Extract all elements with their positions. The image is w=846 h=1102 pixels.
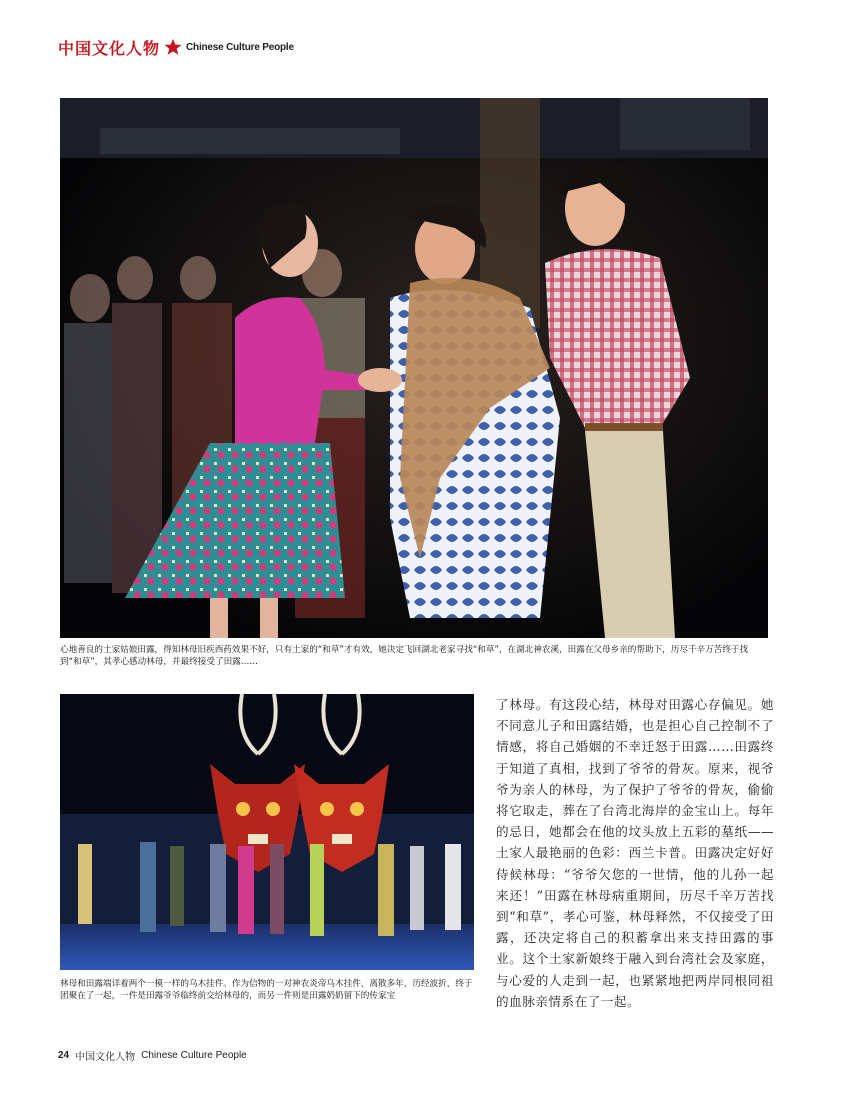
brand-title-en: Chinese Culture People [186, 41, 294, 53]
star-icon [164, 38, 182, 56]
page-header [58, 36, 294, 58]
page-footer [58, 1048, 247, 1062]
article-body [496, 694, 774, 1012]
brand-title-cn: 中国文化人物 [58, 38, 161, 58]
footer-pub-en: Chinese Culture People [141, 1049, 247, 1061]
footer-pub-cn: 中国文化人物 [75, 1051, 136, 1063]
stage-photo-bottom [60, 694, 474, 970]
page-number: 24 [58, 1049, 70, 1061]
photo-caption-bottom: 林母和田露端详着两个一模一样的乌木挂件。作为信物的一对神农炎帝乌木挂件，离散多年，历经波折，终于团聚在了一起，一件是田露爷爷临终前交给林母的，而另一件则是田露奶奶留下的传家宝 [60, 979, 473, 1001]
stage-photo-top [60, 98, 768, 638]
photo-caption-top: 心地善良的土家姑娘田露，得知林母旧疾西药效果不好，只有土家的“和草”才有效，她决定飞回湖北老家寻找“和草”，在湖北神农溪，田露在父母乡亲的帮助下，历尽千辛万苦终于找到“和草”，其孝心感动林母，并最终接受了田露…… [60, 645, 749, 667]
article-paragraph: 了林母。有这段心结，林母对田露心存偏见。她不同意儿子和田露结婚，也是担心自己控制不了情感，将自己婚姻的不幸迁怒于田露……田露终于知道了真相，找到了爷爷的骨灰。原来，视爷爷为亲人的林母，为了保护了爷爷的骨灰，偷偷将它取走，葬在了台湾北海岸的金宝山上。每年的忌日，她都会在他的坟头放上五彩的墓纸——土家人最艳丽的色彩：西兰卡普。田露决定好好侍候林母：“爷爷欠您的一世情，他的儿孙一起来还！”田露在林母病重期间，历尽千辛万苦找到“和草”，孝心可鉴，林母释然，不仅接受了田露，还决定将自己的积蓄拿出来支持田露的事业。这个土家新娘终于融入到台湾社会及家庭，与心爱的人走到一起，也紧紧地把两岸同根同祖的血脉亲情系在了一起。 [496, 697, 774, 1009]
